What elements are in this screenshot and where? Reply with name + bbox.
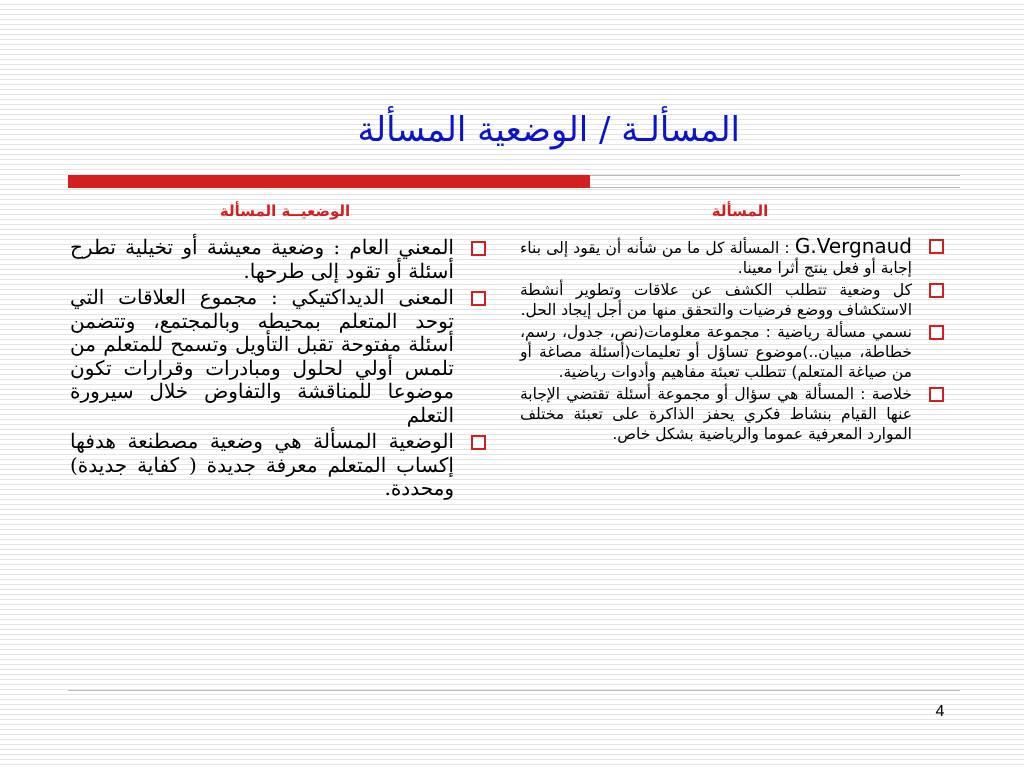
right-bullet-text: : المسألة كل ما من شأنه أن يقود إلى بناء إجابة أو فعل ينتج أثرا معينا. [520,239,912,277]
left-column-heading: الوضعيــة المسألة [219,202,351,220]
right-bullet-text: خلاصة : المسألة هي سؤال أو مجموعة أسئلة تقتضي الإجابة عنها القيام بنشاط فكري يحفز الذاكرة على تعبئة مختلف الموارد المعرفية عموما والرياضية بشكل خاص. [520,385,912,443]
title-divider-red-bar [68,175,590,188]
right-column [520,236,952,446]
left-bullet-item [70,236,494,283]
hollow-square-bullet-icon [471,291,486,306]
right-column-heading: المسألة [711,202,769,220]
page-number: 4 [935,703,945,720]
right-bullet-text: كل وضعية تتطلب الكشف عن علاقات وتطوير أنشطة الاستكشاف ووضع فرضيات والتحقق منها من أجل إيجاد الحل. [520,281,912,319]
left-bullet-text: المعني العام : وضعية معيشة أو تخيلية تطرح أسئلة أو تقود إلى طرحها. [70,235,454,283]
right-bullet-item [520,280,952,320]
right-bullet-item [520,322,952,382]
hollow-square-bullet-icon [929,325,944,340]
footer-divider [68,690,960,691]
hollow-square-bullet-icon [471,435,486,450]
left-bullet-text: المعنى الديداكتيكي : مجموع العلاقات التي توحد المتعلم بمحيطه وبالمجتمع، وتتضمن أسئلة مفتوحة تقبل التأويل وتسمح للمتعلم من تلمس أولي لحلول ومبادرات وقرارات تكون موضوعا للمناقشة والتفاوض خلال سيرورة التعلم [70,285,454,427]
left-bullet-item [70,430,494,501]
title-divider-lower-line [590,187,960,188]
left-bullet-text: الوضعية المسألة هي وضعية مصطنعة هدفها إكساب المتعلم معرفة جديدة ( كفاية جديدة) ومحددة. [70,429,454,500]
hollow-square-bullet-icon [929,239,944,254]
hollow-square-bullet-icon [929,283,944,298]
left-column [70,236,494,504]
right-bullet-item [520,236,952,278]
slide-title: المسألـة / الوضعية المسألة [357,110,740,150]
author-name: G.Vergnaud [794,234,913,258]
right-bullet-text: نسمي مسألة رياضية : مجموعة معلومات(نص، جدول، رسم، خطاطة، مبيان..)موضوع تساؤل أو تعليمات(أسئلة مصاغة أو من صياغة المتعلم) تتطلب تعبئة مفاهيم وأدوات رياضية. [520,323,912,381]
right-bullet-item [520,384,952,444]
left-bullet-item [70,286,494,427]
hollow-square-bullet-icon [929,387,944,402]
hollow-square-bullet-icon [471,241,486,256]
